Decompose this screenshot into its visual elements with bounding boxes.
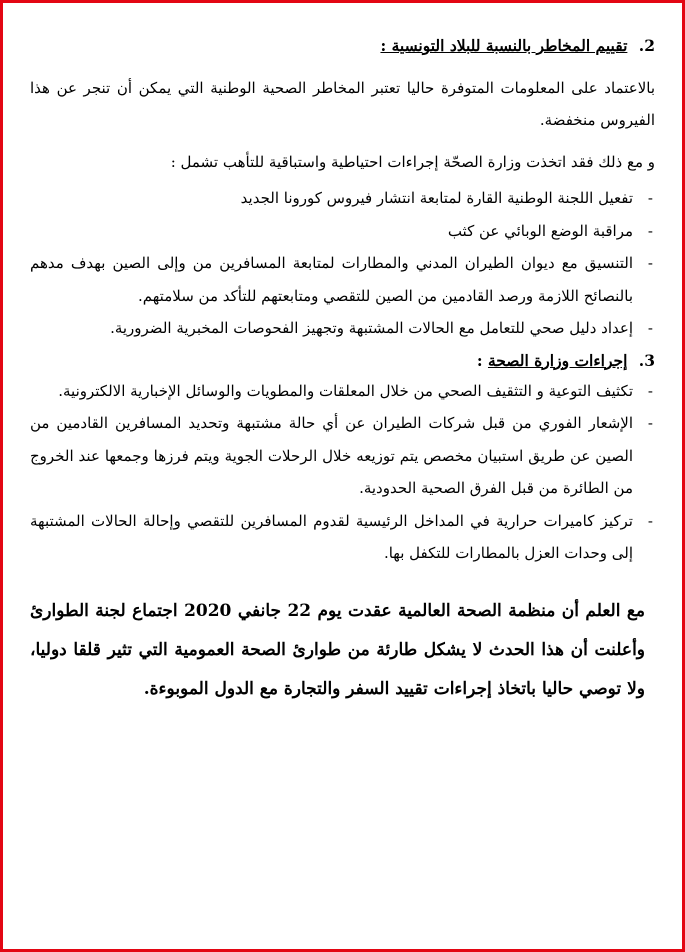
section-3-heading (30, 349, 655, 373)
closing-paragraph: مع العلم أن منظمة الصحة العالمية عقدت يوم 22 جانفي 2020 اجتماع لجنة الطوارئ وأعلنت أن هذا الحدث لا يشكل طارئة من طوارئ الصحة العمومية التي تثير قلقا دوليا، ولا توصي حاليا باتخاذ إجراءات تقييد السفر والتجارة مع الدول الموبوءة. (30, 600, 646, 699)
list-item: - التنسيق مع ديوان الطيران المدني والمطارات لمتابعة المسافرين من وإلى الصين بهدف مدهم بالنصائح اللازمة ورصد القادمين من الصين للتقصي ومتابعتهم للتأكد من سلامتهم. (30, 247, 633, 312)
list-item: - تركيز كاميرات حرارية في المداخل الرئيسية لقدوم المسافرين للتقصي وإحالة الحالات المشتبهة إلى وحدات العزل بالمطارات للتكفل بها. (30, 505, 633, 570)
intro-paragraph: بالاعتماد على المعلومات المتوفرة حاليا تعتبر المخاطر الصحية الوطنية التي يمكن أن تنجر عن هذا الفيروس منخفضة. (30, 79, 655, 129)
document-page (30, 34, 655, 713)
list-item: - تكثيف التوعية و التثقيف الصحي من خلال المعلقات والمطويات والوسائل الإخبارية الالكترونية. (30, 375, 633, 408)
list-item: - مراقبة الوضع الوبائي عن كثب (30, 215, 633, 248)
list-item: - إعداد دليل صحي للتعامل مع الحالات المشتبهة وتجهيز الفحوصات المخبرية الضرورية. (30, 312, 633, 345)
section-3-suffix: : (476, 350, 488, 370)
section-2-heading (30, 34, 655, 58)
measures-list (30, 182, 655, 345)
section-2-title: تقييم المخاطر بالنسبة للبلاد التونسية : (380, 36, 628, 55)
list-item: - الإشعار الفوري من قبل شركات الطيران عن أي حالة مشتبهة وتحديد المسافرين القادمين من الصين عن طريق استبيان مخصص يتم توزيعه خلال الرحلات الجوية ويتم فرزها وجمعها عند الخروج من الطائرة من قبل الفرق الصحية الحدودية. (30, 407, 633, 505)
section-3-number: 3. (638, 350, 655, 370)
list-item: - تفعيل اللجنة الوطنية القارة لمتابعة انتشار فيروس كورونا الجديد (30, 182, 633, 215)
section-3-title: إجراءات وزارة الصحة (487, 350, 628, 370)
ministry-measures-list (30, 375, 655, 570)
section-2-number: 2. (638, 36, 655, 55)
measures-intro: و مع ذلك فقد اتخذت وزارة الصحّة إجراءات احتياطية واستباقية للتأهب تشمل : (170, 153, 655, 171)
